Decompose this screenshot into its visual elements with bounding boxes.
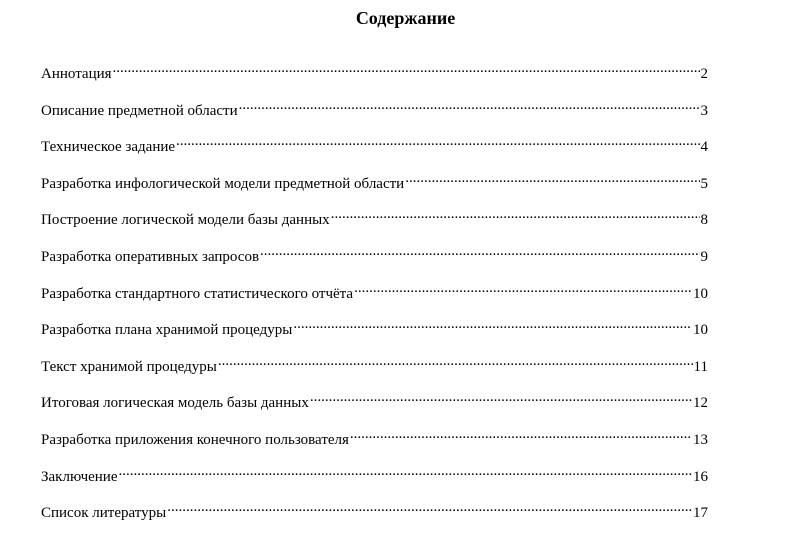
toc-entry-page-number: 8 xyxy=(700,212,708,229)
toc-entry-title: Аннотация xyxy=(41,66,112,82)
dot-leader xyxy=(293,314,692,334)
dot-leader xyxy=(167,497,692,517)
toc-entry xyxy=(41,204,708,241)
toc-entry xyxy=(41,131,708,168)
toc-entry-title: Список литературы xyxy=(41,505,167,522)
toc-entry xyxy=(41,351,708,388)
toc-entry-page-number: 2 xyxy=(700,66,708,82)
toc-entry-page-number: 16 xyxy=(693,468,708,485)
toc-entry xyxy=(41,497,708,534)
toc-entry-page-number: 10 xyxy=(693,285,708,302)
toc-entry xyxy=(41,241,708,278)
dot-leader xyxy=(354,278,692,298)
toc-entry xyxy=(41,168,708,205)
toc-entry xyxy=(41,461,708,498)
toc-entry xyxy=(41,314,708,351)
dot-leader xyxy=(350,424,692,444)
toc-entry-title: Разработка плана хранимой процедуры xyxy=(41,322,293,339)
toc-entry-page-number: 12 xyxy=(693,395,708,412)
toc-entry-page-number: 11 xyxy=(693,358,708,375)
toc-entry-title: Техническое задание xyxy=(41,139,176,156)
toc-entry-title: Разработка инфологической модели предметной области xyxy=(41,175,405,192)
dot-leader xyxy=(260,241,699,261)
toc-entry-title: Разработка приложения конечного пользователя xyxy=(41,431,349,448)
toc-entry xyxy=(41,387,708,424)
dot-leader xyxy=(119,461,693,481)
toc-entry-title: Разработка оперативных запросов xyxy=(41,248,260,265)
toc-entry-page-number: 4 xyxy=(700,139,708,156)
dot-leader xyxy=(405,168,699,188)
toc-entry-page-number: 10 xyxy=(693,322,708,339)
toc-entry-page-number: 17 xyxy=(693,505,708,522)
toc-entry-page-number: 5 xyxy=(700,175,708,192)
dot-leader xyxy=(218,351,693,371)
toc-entry-title: Заключение xyxy=(41,468,118,485)
dot-leader xyxy=(239,95,700,115)
dot-leader xyxy=(331,204,700,224)
toc-entry-page-number: 3 xyxy=(700,102,708,119)
toc-entry xyxy=(41,424,708,461)
toc-list xyxy=(41,58,708,534)
toc-entry-page-number: 9 xyxy=(700,248,708,265)
toc-title: Содержание xyxy=(355,8,456,28)
toc-entry-title: Описание предметной области xyxy=(41,102,238,119)
dot-leader xyxy=(113,58,700,78)
dot-leader xyxy=(310,387,692,407)
toc-entry-page-number: 13 xyxy=(693,431,708,448)
toc-entry xyxy=(41,95,708,132)
toc-entry-title: Разработка стандартного статистического отчёта xyxy=(41,285,354,302)
toc-entry-title: Построение логической модели базы данных xyxy=(41,212,330,229)
toc-entry-title: Итоговая логическая модель базы данных xyxy=(41,395,309,412)
toc-entry xyxy=(41,58,708,95)
toc-entry xyxy=(41,278,708,315)
dot-leader xyxy=(176,131,699,151)
toc-entry-title: Текст хранимой процедуры xyxy=(41,358,217,375)
